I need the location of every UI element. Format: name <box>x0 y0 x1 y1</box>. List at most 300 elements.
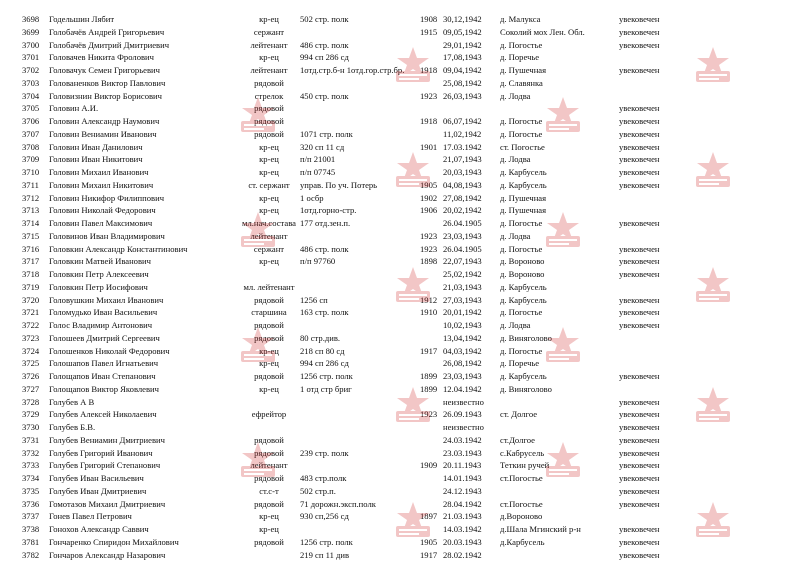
death-date: 26.04.1905 <box>443 243 482 254</box>
birth-year: 1906 <box>420 205 438 216</box>
memorial-status: увековечен <box>619 307 660 318</box>
military-rank: ефрейтор <box>251 409 287 420</box>
military-rank: кр-ец <box>259 167 279 177</box>
birth-year: 1902 <box>420 192 438 203</box>
memorial-status: увековечен <box>619 269 660 279</box>
death-date: 13,04,1942 <box>443 332 482 343</box>
person-name: Головушкин Михаил Иванович <box>49 294 164 305</box>
military-rank: ст.с-т <box>259 485 279 496</box>
memorial-status: увековечен <box>619 422 660 432</box>
person-name: Гончаренко Спиридон Михайлович <box>49 536 179 547</box>
table-row <box>0 549 800 562</box>
burial-place: д. Лодва <box>500 154 531 165</box>
table-row <box>0 141 800 154</box>
row-number: 3736 <box>22 498 40 509</box>
military-rank: рядовой <box>254 371 284 381</box>
military-rank: рядовой <box>254 434 284 445</box>
death-date: 12.04.1942 <box>443 383 482 394</box>
person-name: Головин А.И. <box>49 103 99 114</box>
table-row <box>0 230 800 243</box>
death-date: неизвестно <box>443 422 484 432</box>
birth-year: 1901 <box>420 141 438 152</box>
death-date: 26,03,1943 <box>443 90 482 101</box>
death-date: 27,03,1943 <box>443 294 482 305</box>
burial-place: д. Карбусель <box>500 371 547 381</box>
table-row <box>0 383 800 396</box>
row-number: 3734 <box>22 473 40 483</box>
military-unit: п/п 07745 <box>300 167 336 177</box>
table-row <box>0 281 800 294</box>
military-unit: 930 сп,256 сд <box>300 511 349 522</box>
death-date: 29,01,1942 <box>443 39 482 50</box>
military-rank: рядовой <box>254 332 284 343</box>
death-date: 26,08,1942 <box>443 358 482 369</box>
memorial-status: увековечен <box>619 14 660 24</box>
table-row <box>0 472 800 485</box>
memorial-status: увековечен <box>619 473 660 483</box>
burial-place: д. Погостье <box>500 39 543 50</box>
burial-place: с.Кабрусель <box>500 447 545 458</box>
military-rank: кр-ец <box>259 52 279 63</box>
person-name: Головин Иван Никитович <box>49 154 143 165</box>
table-row <box>0 523 800 536</box>
memorial-status: увековечен <box>619 536 660 547</box>
death-date: 20.03.1943 <box>443 536 482 547</box>
memorial-status: увековечен <box>619 218 660 228</box>
row-number: 3703 <box>22 77 40 88</box>
birth-year: 1909 <box>420 460 438 471</box>
burial-place: д. Виняголово <box>500 383 552 394</box>
person-name: Головачук Семен Григорьевич <box>49 65 160 75</box>
table-row <box>0 408 800 421</box>
military-unit: п/п 97760 <box>300 256 336 267</box>
memorial-status: увековечен <box>619 294 660 305</box>
military-rank: кр-ец <box>259 358 279 369</box>
death-date: 09,04,1942 <box>443 65 482 75</box>
row-number: 3698 <box>22 14 40 24</box>
burial-place: ст. Погостье <box>500 141 545 152</box>
death-date: 25,02,1942 <box>443 269 482 279</box>
military-rank: кр-ец <box>259 256 279 267</box>
military-rank: лейтенант <box>250 460 288 471</box>
row-number: 3721 <box>22 307 40 318</box>
military-unit: управ. По уч. Потерь <box>300 179 378 190</box>
person-name: Голошеев Дмитрий Сергеевич <box>49 332 160 343</box>
death-date: 21,03,1943 <box>443 281 482 292</box>
death-date: 06,07,1942 <box>443 116 482 126</box>
table-row <box>0 396 800 409</box>
military-unit: 1071 стр. полк <box>300 128 353 139</box>
military-unit: 502 стр.п. <box>300 485 336 496</box>
military-unit: 486 стр. полк <box>300 243 349 254</box>
military-rank: кр-ец <box>259 345 279 356</box>
person-name: Головин Николай Федорович <box>49 205 156 216</box>
person-name: Голобачёв Дмитрий Дмитриевич <box>49 39 170 50</box>
burial-place: д. Погостье <box>500 116 543 126</box>
burial-place: ст. Долгое <box>500 409 538 420</box>
burial-place: д. Пушечная <box>500 192 547 203</box>
death-date: 10,02,1943 <box>443 320 482 330</box>
table-row <box>0 345 800 358</box>
military-rank: кр-ец <box>259 205 279 216</box>
row-number: 3735 <box>22 485 40 496</box>
table-row <box>0 64 800 77</box>
person-name: Голованенков Виктор Павлович <box>49 77 166 88</box>
military-unit: 1 осбр <box>300 192 324 203</box>
table-row <box>0 319 800 332</box>
burial-place: д. Поречье <box>500 52 540 63</box>
military-unit: 1256 стр. полк <box>300 536 353 547</box>
table-row <box>0 255 800 268</box>
death-date: 17.03.1942 <box>443 141 482 152</box>
person-name: Головкин Александр Константинович <box>49 243 188 254</box>
military-unit: 1отд.горно-стр. <box>300 205 357 216</box>
person-name: Голубев Вениамин Дмитриевич <box>49 434 165 445</box>
death-date: 22,07,1943 <box>443 256 482 267</box>
burial-place: Соколий мох Лен. Обл. <box>500 26 585 37</box>
military-rank: рядовой <box>254 77 284 88</box>
death-date: 21.03.1943 <box>443 511 482 522</box>
birth-year: 1908 <box>420 14 438 24</box>
memorial-status: увековечен <box>619 243 660 254</box>
person-name: Головин Иван Данилович <box>49 141 143 152</box>
military-rank: рядовой <box>254 116 284 126</box>
row-number: 3738 <box>22 524 40 534</box>
death-date: 23.03.1943 <box>443 447 482 458</box>
table-row <box>0 102 800 115</box>
military-rank: стрелок <box>254 90 284 101</box>
military-rank: лейтенант <box>250 230 288 241</box>
table-row <box>0 498 800 511</box>
military-unit: 994 сп 286 сд <box>300 52 349 63</box>
military-unit: 994 сп 286 сд <box>300 358 349 369</box>
memorial-status: увековечен <box>619 65 660 75</box>
death-date: 20,03,1943 <box>443 167 482 177</box>
row-number: 3708 <box>22 141 40 152</box>
memorial-status: увековечен <box>619 549 660 560</box>
row-number: 3699 <box>22 26 40 37</box>
death-date: 09,05,1942 <box>443 26 482 37</box>
military-rank: рядовой <box>254 128 284 139</box>
birth-year: 1923 <box>420 243 438 254</box>
table-row <box>0 306 800 319</box>
row-number: 3719 <box>22 281 40 292</box>
burial-place: д. Вороново <box>500 269 545 279</box>
birth-year: 1897 <box>420 511 438 522</box>
row-number: 3712 <box>22 192 40 203</box>
military-unit: 163 стр. полк <box>300 307 349 318</box>
memorial-status: увековечен <box>619 39 660 50</box>
death-date: 20,01,1942 <box>443 307 482 318</box>
death-date: 11,02,1942 <box>443 128 482 139</box>
military-unit: 486 стр. полк <box>300 39 349 50</box>
row-number: 3728 <box>22 396 40 407</box>
table-row <box>0 447 800 460</box>
row-number: 3737 <box>22 511 40 522</box>
military-unit: 450 стр. полк <box>300 90 349 101</box>
military-rank: рядовой <box>254 536 284 547</box>
memorial-status: увековечен <box>619 179 660 190</box>
person-name: Голубев Иван Васильевич <box>49 473 144 483</box>
memorial-status: увековечен <box>619 141 660 152</box>
row-number: 3711 <box>22 179 39 190</box>
table-row <box>0 370 800 383</box>
person-name: Гонев Павел Петрович <box>49 511 132 522</box>
person-name: Головин Михаил Никитович <box>49 179 154 190</box>
military-rank: рядовой <box>254 294 284 305</box>
memorial-status: увековечен <box>619 167 660 177</box>
birth-year: 1918 <box>420 116 438 126</box>
person-name: Голубев Алексей Николаевич <box>49 409 157 420</box>
person-name: Головкин Матвей Иванович <box>49 256 151 267</box>
burial-place: д. Карбусель <box>500 294 547 305</box>
row-number: 3700 <box>22 39 40 50</box>
row-number: 3722 <box>22 320 40 330</box>
death-date: 28.04.1942 <box>443 498 482 509</box>
burial-place: д. Погостье <box>500 218 543 228</box>
row-number: 3727 <box>22 383 40 394</box>
person-name: Голос Владимир Антонович <box>49 320 153 330</box>
person-name: Голубев Григорий Степанович <box>49 460 161 471</box>
memorial-status: увековечен <box>619 460 660 471</box>
person-name: Голубев Григорий Иванович <box>49 447 153 458</box>
death-date: 21,07,1943 <box>443 154 482 165</box>
military-rank: рядовой <box>254 447 284 458</box>
birth-year: 1917 <box>420 345 438 356</box>
row-number: 3782 <box>22 549 40 560</box>
table-row <box>0 510 800 523</box>
death-date: 20.11.1943 <box>443 460 482 471</box>
row-number: 3707 <box>22 128 40 139</box>
military-rank: мл.нач.состава <box>242 218 296 228</box>
military-rank: кр-ец <box>259 383 279 394</box>
table-row <box>0 90 800 103</box>
memorial-status: увековечен <box>619 434 660 445</box>
burial-place: ст.Погостье <box>500 473 543 483</box>
person-name: Гомотазов Михаил Дмитриевич <box>49 498 166 509</box>
military-rank: кр-ец <box>259 524 279 534</box>
birth-year: 1923 <box>420 409 438 420</box>
person-name: Голубев Иван Дмитриевич <box>49 485 147 496</box>
table-row <box>0 357 800 370</box>
table-row <box>0 294 800 307</box>
row-number: 3731 <box>22 434 40 445</box>
person-name: Головинов Иван Владимирович <box>49 230 165 241</box>
table-row <box>0 485 800 498</box>
row-number: 3730 <box>22 422 40 432</box>
death-date: 26.09.1943 <box>443 409 482 420</box>
burial-place: д. Карбусель <box>500 167 547 177</box>
row-number: 3725 <box>22 358 40 369</box>
military-rank: рядовой <box>254 498 284 509</box>
burial-place: д. Пушечная <box>500 65 547 75</box>
burial-place: д. Виняголово <box>500 332 552 343</box>
table-row <box>0 268 800 281</box>
death-date: 28.02.1942 <box>443 549 482 560</box>
memorial-status: увековечен <box>619 447 660 458</box>
person-name: Голубев А В <box>49 396 95 407</box>
military-rank: кр-ец <box>259 14 279 24</box>
memorial-status: увековечен <box>619 128 660 139</box>
military-rank: рядовой <box>254 103 284 114</box>
military-rank: кр-ец <box>259 154 279 165</box>
table-row <box>0 434 800 447</box>
military-unit: 483 стр.полк <box>300 473 347 483</box>
birth-year: 1899 <box>420 371 438 381</box>
burial-place: д. Малукса <box>500 14 541 24</box>
row-number: 3713 <box>22 205 40 216</box>
birth-year: 1923 <box>420 230 438 241</box>
person-name: Головачев Никита Фролович <box>49 52 154 63</box>
row-number: 3733 <box>22 460 40 471</box>
person-name: Годельшин Лябит <box>49 14 115 24</box>
memorial-status: увековечен <box>619 256 660 267</box>
death-date: 14.01.1943 <box>443 473 482 483</box>
row-number: 3716 <box>22 243 40 254</box>
military-unit: 71 дорожн.эксп.полк <box>300 498 376 509</box>
row-number: 3706 <box>22 116 40 126</box>
row-number: 3732 <box>22 447 40 458</box>
memorial-status: увековечен <box>619 103 660 114</box>
death-date: 20,02,1942 <box>443 205 482 216</box>
military-rank: старшина <box>251 307 287 318</box>
burial-place: д. Лодва <box>500 230 531 241</box>
military-unit: 320 сп 11 сд <box>300 141 345 152</box>
military-unit: 1отд.стр.б-н 1отд.гор.стр.бр. <box>300 65 405 75</box>
military-unit: 1256 стр. полк <box>300 371 353 381</box>
row-number: 3714 <box>22 218 40 228</box>
row-number: 3701 <box>22 52 40 63</box>
military-unit: 219 сп 11 див <box>300 549 350 560</box>
table-row <box>0 115 800 128</box>
table-row <box>0 39 800 52</box>
memorial-status: увековечен <box>619 485 660 496</box>
burial-place: д. Лодва <box>500 90 531 101</box>
row-number: 3715 <box>22 230 40 241</box>
table-row <box>0 13 800 26</box>
military-unit: 1256 сп <box>300 294 328 305</box>
person-name: Голубев Б.В. <box>49 422 96 432</box>
military-unit: 218 сп 80 сд <box>300 345 345 356</box>
military-unit: 239 стр. полк <box>300 447 349 458</box>
burial-place: д. Погостье <box>500 243 543 254</box>
burial-place: ст.Долгое <box>500 434 535 445</box>
row-number: 3729 <box>22 409 40 420</box>
person-name: Гонохов Александр Саввич <box>49 524 149 534</box>
table-row <box>0 243 800 256</box>
memorial-status: увековечен <box>619 498 660 509</box>
burial-place: д.Вороново <box>500 511 543 522</box>
person-name: Головин Александр Наумович <box>49 116 160 126</box>
row-number: 3717 <box>22 256 40 267</box>
birth-year: 1899 <box>420 383 438 394</box>
burial-place: Теткин ручей <box>500 460 550 471</box>
burial-place: д. Карбусель <box>500 281 547 292</box>
burial-place: д. Пушечная <box>500 205 547 216</box>
table-row <box>0 217 800 230</box>
table-row <box>0 166 800 179</box>
birth-year: 1915 <box>420 26 438 37</box>
death-date: 25,08,1942 <box>443 77 482 88</box>
military-rank: мл. лейтенант <box>243 281 295 292</box>
row-number: 3705 <box>22 103 40 114</box>
person-name: Голобачёв Андрей Григорьевич <box>49 26 165 37</box>
person-name: Головин Павел Максимович <box>49 218 153 228</box>
burial-place: д. Вороново <box>500 256 545 267</box>
birth-year: 1912 <box>420 294 438 305</box>
death-date: 23,03,1943 <box>443 230 482 241</box>
table-row <box>0 26 800 39</box>
military-unit: 502 стр. полк <box>300 14 349 24</box>
birth-year: 1905 <box>420 536 438 547</box>
death-date: 26.04.1905 <box>443 218 482 228</box>
row-number: 3724 <box>22 345 40 356</box>
death-date: 30,12,1942 <box>443 14 482 24</box>
table-row <box>0 51 800 64</box>
table-row <box>0 77 800 90</box>
military-rank: лейтенант <box>250 65 288 75</box>
birth-year: 1918 <box>420 65 438 75</box>
burial-place: д. Погостье <box>500 345 543 356</box>
person-name: Голомудько Иван Васильевич <box>49 307 158 318</box>
military-rank: рядовой <box>254 320 284 330</box>
memorial-status: увековечен <box>619 409 660 420</box>
birth-year: 1905 <box>420 179 438 190</box>
row-number: 3781 <box>22 536 40 547</box>
row-number: 3702 <box>22 65 40 75</box>
military-unit: 1 отд стр бриг <box>300 383 352 394</box>
person-name: Головкин Петр Иосифович <box>49 281 148 292</box>
birth-year: 1923 <box>420 90 438 101</box>
table-row <box>0 204 800 217</box>
person-name: Головин Михаил Иванович <box>49 167 149 177</box>
table-row <box>0 332 800 345</box>
military-unit: 177 отд.зен.п. <box>300 218 351 228</box>
table-row <box>0 128 800 141</box>
person-name: Головин Вениамин Иванович <box>49 128 157 139</box>
memorial-status: увековечен <box>619 371 660 381</box>
death-date: 24.03.1942 <box>443 434 482 445</box>
burial-place: д. Карбусель <box>500 179 547 190</box>
memorial-status: увековечен <box>619 26 660 37</box>
memorial-status: увековечен <box>619 116 660 126</box>
death-date: 17,08,1943 <box>443 52 482 63</box>
burial-place: ст.Погостье <box>500 498 543 509</box>
row-number: 3720 <box>22 294 40 305</box>
birth-year: 1917 <box>420 549 438 560</box>
table-row <box>0 192 800 205</box>
burial-place: д. Погостье <box>500 307 543 318</box>
memorial-status: увековечен <box>619 320 660 330</box>
row-number: 3709 <box>22 154 40 165</box>
row-number: 3704 <box>22 90 40 101</box>
burial-place: д. Лодва <box>500 320 531 330</box>
military-rank: сержант <box>253 26 285 37</box>
death-date: неизвестно <box>443 396 484 407</box>
death-date: 24.12.1943 <box>443 485 482 496</box>
person-name: Гончаров Александр Назарович <box>49 549 166 560</box>
death-date: 04,03,1942 <box>443 345 482 356</box>
person-name: Головизнин Виктор Борисович <box>49 90 162 101</box>
person-name: Голощапов Виктор Яковлевич <box>49 383 159 394</box>
person-name: Голошенков Николай Федорович <box>49 345 170 356</box>
row-number: 3718 <box>22 269 40 279</box>
memorial-status: увековечен <box>619 396 660 407</box>
death-date: 14.03.1942 <box>443 524 482 534</box>
person-name: Голощапов Иван Степанович <box>49 371 156 381</box>
military-rank: сержант <box>253 243 285 254</box>
military-rank: рядовой <box>254 473 284 483</box>
